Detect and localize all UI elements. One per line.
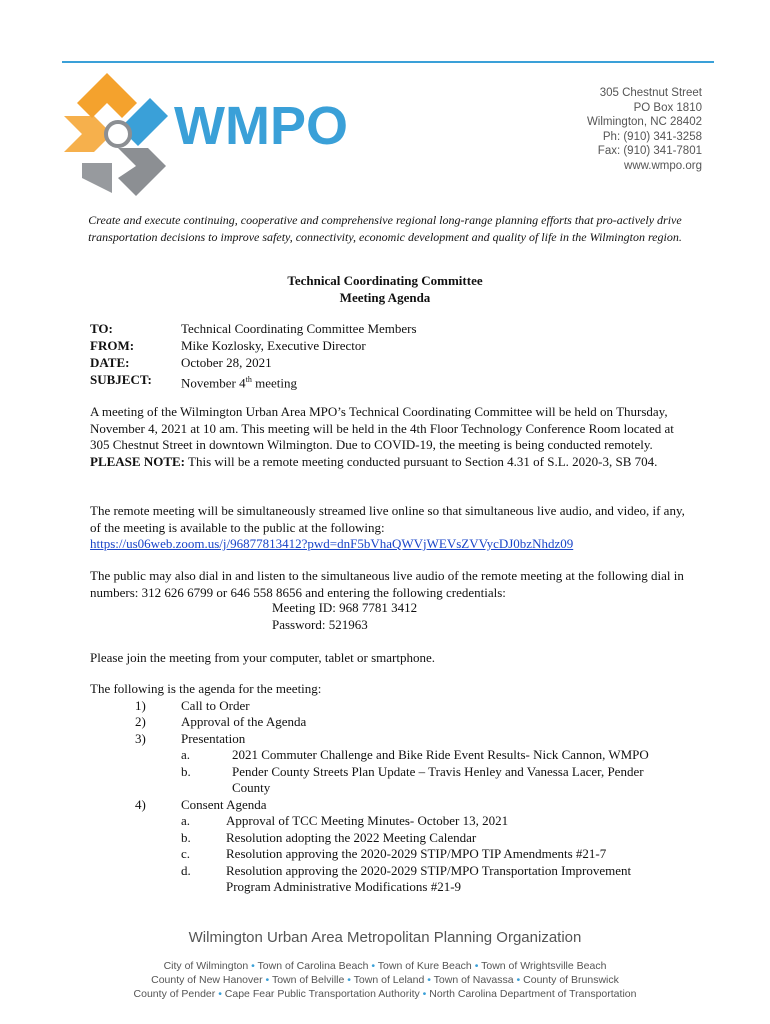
- agenda-subitem: [90, 863, 710, 880]
- join-paragraph: Please join the meeting from your computer, tablet or smartphone.: [90, 650, 435, 665]
- from-label: FROM:: [90, 338, 135, 353]
- member-name: County of Pender: [133, 988, 216, 1000]
- agenda-intro: The following is the agenda for the meeting:: [90, 681, 322, 696]
- header-rule: [62, 61, 714, 63]
- agenda-item-text: Approval of the Agenda: [181, 714, 307, 729]
- footer-title: Wilmington Urban Area Metropolitan Planning Organization: [188, 929, 582, 946]
- wmpo-logo-mark: [62, 68, 362, 198]
- member-name: North Carolina Department of Transportation: [429, 988, 637, 1000]
- member-name: Town of Navassa: [433, 974, 514, 986]
- member-name: County of New Hanover: [151, 974, 263, 986]
- agenda-subitem-text: 2021 Commuter Challenge and Bike Ride Event Results- Nick Cannon, WMPO: [232, 747, 649, 762]
- agenda-subitem-letter: c.: [181, 846, 191, 861]
- agenda-subitem-continuation: [90, 879, 710, 896]
- agenda-item: [90, 797, 710, 814]
- agenda-item-number: 4): [135, 796, 146, 812]
- stream-paragraph: [90, 503, 690, 553]
- subject-date: November 4: [181, 375, 246, 391]
- to-label: TO:: [90, 321, 113, 336]
- from-value: Mike Kozlosky, Executive Director: [181, 338, 366, 353]
- subject-value: [181, 372, 297, 392]
- zoom-link[interactable]: https://us06web.zoom.us/j/96877813412?pwd=dnF5bVhaQWVjWEVsZVVycDJ0bzNhdz09: [90, 536, 574, 551]
- agenda-intro-row: [90, 681, 710, 698]
- address-city: Wilmington, NC 28402: [586, 116, 702, 128]
- meeting-password: Password: 521963: [272, 617, 368, 632]
- memo-header: [0, 321, 770, 391]
- logo-text: WMPO: [174, 96, 348, 156]
- address-pobox: PO Box 1810: [633, 101, 702, 114]
- agenda-subitem-letter: b.: [181, 763, 191, 779]
- member-name: Town of Belville: [271, 974, 345, 986]
- date-label: DATE:: [90, 355, 130, 370]
- agenda-subitem-text: Resolution approving the 2020-2029 STIP/MPO TIP Amendments #21-7: [226, 846, 607, 861]
- agenda-item: [90, 714, 710, 731]
- member-name: City of Wilmington: [163, 960, 249, 972]
- agenda-subitem-letter: d.: [181, 862, 191, 878]
- document-title: Technical Coordinating Committee: [287, 273, 483, 288]
- subject-rest: meeting: [251, 375, 297, 391]
- remote-meeting-text: This will be a remote meeting conducted pursuant to Section 4.31 of S.L. 2020-3, SB 704.: [185, 453, 658, 469]
- agenda-subitem-text: Approval of TCC Meeting Minutes- October 13, 2021: [226, 813, 509, 828]
- agenda-subitem: [90, 830, 710, 847]
- agenda-item-text: Call to Order: [181, 697, 250, 713]
- wmpo-logo: [62, 68, 362, 198]
- to-value: Technical Coordinating Committee Members: [181, 321, 417, 336]
- footer-members-line-2: County of New Hanover • Town of Belville • Town of Leland • Town of Navassa • County of Brunswick: [151, 974, 619, 986]
- agenda-subitem-text: County: [232, 780, 271, 795]
- agenda-subitem-text: Program Administrative Modifications #21-9: [226, 879, 462, 894]
- agenda-list: [90, 681, 710, 896]
- meeting-id: Meeting ID: 968 7781 3412: [272, 600, 418, 615]
- member-name: County of Brunswick: [523, 974, 619, 986]
- dial-in-paragraph: The public may also dial in and listen to the simultaneous live audio of the remote meeting at the following dial in numbers: 312 626 6799 or 646 558 8656 and entering the following credentials:: [90, 568, 684, 600]
- agenda-item-number: 3): [135, 730, 146, 746]
- agenda-subitem-text: Pender County Streets Plan Update – Travis Henley and Vanessa Lacer, Pender: [232, 763, 644, 779]
- agenda-item: [90, 698, 710, 715]
- contact-block: [587, 86, 702, 173]
- document-subtitle: Meeting Agenda: [339, 290, 431, 305]
- agenda-subitem: [90, 764, 710, 781]
- address-street: 305 Chestnut Street: [599, 87, 702, 99]
- member-name: Town of Wrightsville Beach: [481, 960, 607, 972]
- member-name: Town of Kure Beach: [377, 960, 472, 972]
- member-name: Cape Fear Public Transportation Authority: [224, 988, 420, 1000]
- meeting-notice-text: A meeting of the Wilmington Urban Area MPO’s Technical Coordinating Committee will be held on Thursday, November 4, 2021 at 10 am. This meeting will be held in the 4th Floor Technology Conference Room located at 305 Chestnut Street in downtown Wilmington. Due to COVID-19, the meeting is being conducted remotely.: [90, 404, 674, 452]
- meeting-notice-paragraph: [90, 404, 690, 470]
- agenda-item-text: Presentation: [181, 730, 246, 746]
- agenda-subitem-continuation: [90, 780, 710, 797]
- footer-members-line-1: City of Wilmington • Town of Carolina Beach • Town of Kure Beach • Town of Wrightsville Beach: [163, 960, 607, 972]
- agenda-item-text: Consent Agenda: [181, 796, 267, 812]
- agenda-subitem: [90, 747, 710, 764]
- agenda-subitem-letter: a.: [181, 747, 191, 762]
- subject-label: SUBJECT:: [90, 372, 152, 387]
- subject-ordinal: th: [245, 375, 252, 384]
- member-name: Town of Leland: [353, 974, 425, 986]
- stream-text: The remote meeting will be simultaneously streamed live online so that simultaneous live audio, and video, if any, of the meeting is available to the public at the following:: [90, 503, 685, 535]
- agenda-subitem-letter: b.: [181, 829, 191, 845]
- agenda-item-number: 2): [135, 714, 146, 729]
- agenda-subitem-letter: a.: [181, 813, 191, 828]
- address-website: www.wmpo.org: [624, 159, 702, 172]
- footer-members-line-3: County of Pender • Cape Fear Public Transportation Authority • North Carolina Department of Transportation: [133, 988, 637, 1000]
- agenda-item: [90, 731, 710, 748]
- address-fax: Fax: (910) 341-7801: [597, 145, 702, 157]
- agenda-subitem-text: Resolution adopting the 2022 Meeting Calendar: [226, 829, 477, 845]
- agenda-subitem-text: Resolution approving the 2020-2029 STIP/MPO Transportation Improvement: [226, 862, 632, 878]
- please-note-label: PLEASE NOTE:: [90, 453, 185, 469]
- mission-statement: Create and execute continuing, cooperative and comprehensive regional long-range planning efforts that pro-actively drive transportation decisions to improve safety, connectivity, economic development and quality of life in the Wilmington region.: [88, 213, 682, 244]
- address-phone: Ph: (910) 341-3258: [602, 130, 702, 143]
- agenda-subitem: [90, 813, 710, 830]
- agenda-item-number: 1): [135, 697, 146, 713]
- date-value: October 28, 2021: [181, 355, 272, 370]
- member-name: Town of Carolina Beach: [257, 960, 369, 972]
- agenda-subitem: [90, 846, 710, 863]
